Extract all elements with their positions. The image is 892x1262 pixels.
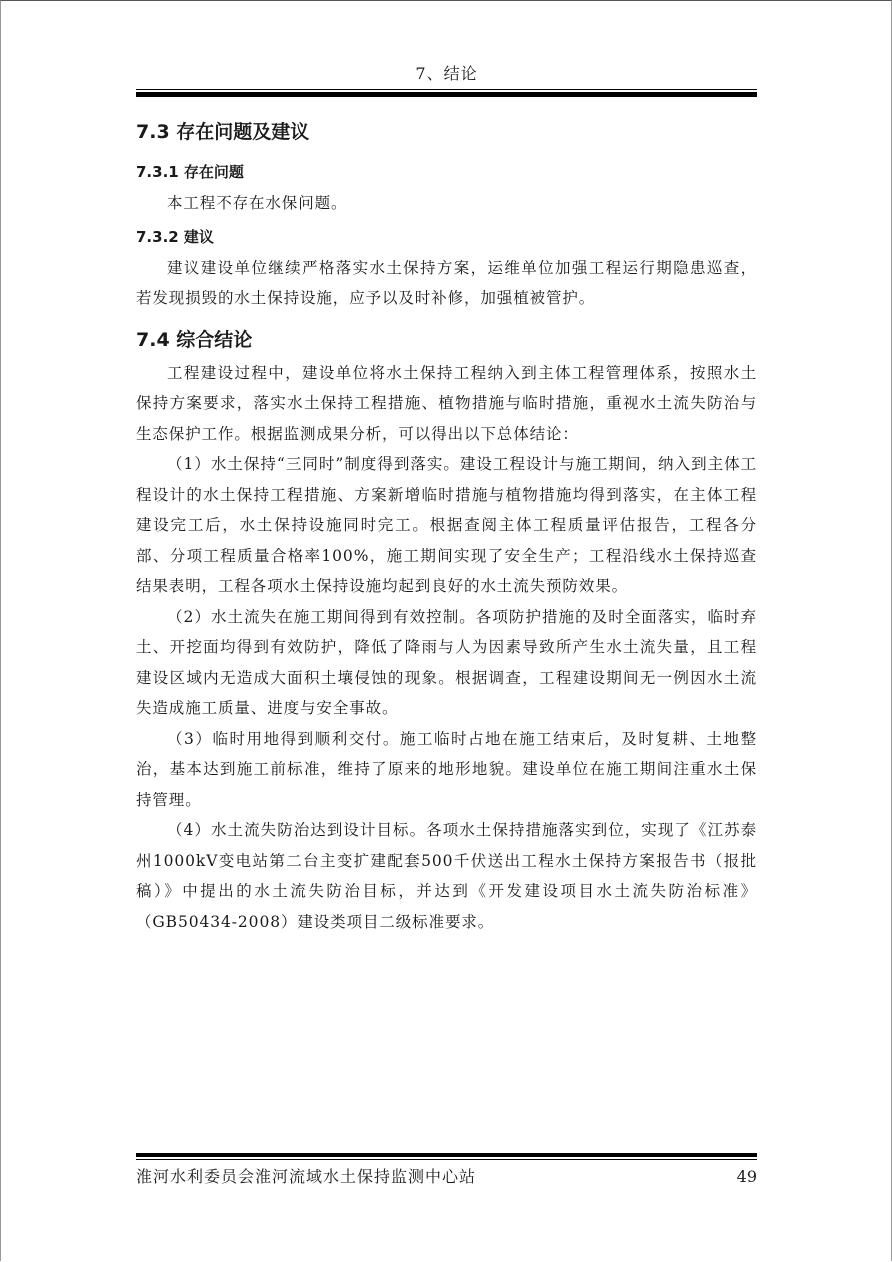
header-rule-thick	[136, 92, 757, 97]
subsection-heading-7-3-2: 7.3.2 建议	[136, 227, 214, 246]
page-body	[136, 114, 757, 937]
subsection-heading-7-3-1: 7.3.1 存在问题	[136, 163, 244, 181]
footer-rule-thin	[136, 1159, 757, 1160]
footer-organization: 淮河水利委员会淮河流域水土保持监测中心站	[136, 1167, 477, 1186]
paragraph-7-4-intro: 工程建设过程中，建设单位将水土保持工程纳入到主体工程管理体系，按照水土保持方案要求，落实水土保持工程措施、植物措施与临时措施，重视水土流失防治与生态保护工作。根据监测成果分析，可以得出以下总体结论：	[136, 363, 757, 443]
paragraph-7-3-2: 建议建设单位继续严格落实水土保持方案，运维单位加强工程运行期隐患巡查，若发现损毁的水土保持设施，应予以及时补修，加强植被管护。	[136, 258, 757, 307]
footer-rule-thick	[136, 1153, 757, 1157]
paragraph-conclusion-3: （3）临时用地得到顺利交付。施工临时占地在施工结束后，及时复耕、土地整治，基本达到施工前标准，维持了原来的地形地貌。建设单位在施工期间注重水土保持管理。	[136, 729, 757, 809]
paragraph-7-3-1: 本工程不存在水保问题。	[167, 194, 348, 212]
header-rule-thin	[136, 89, 757, 90]
paragraph-conclusion-2: （2）水土流失在施工期间得到有效控制。各项防护措施的及时全面落实，临时弃土、开挖面均得到有效防护，降低了降雨与人为因素导致所产生水土流失量，且工程建设区域内无造成大面积土壤侵蚀的现象。根据调查，工程建设期间无一例因水土流失造成施工质量、进度与安全事故。	[136, 607, 757, 717]
section-heading-7-3: 7.3 存在问题及建议	[136, 121, 310, 143]
page-number: 49	[736, 1167, 757, 1186]
section-heading-7-4: 7.4 综合结论	[136, 328, 253, 351]
paragraph-conclusion-4: （4）水土流失防治达到设计目标。各项水土保持措施落实到位，实现了《江苏泰州1000kV变电站第二台主变扩建配套500千伏送出工程水土保持方案报告书（报批稿）》中提出的水土流失防治目标，并达到《开发建设项目水土流失防治标准》（GB50434-2008）建设类项目二级标准要求。	[136, 821, 757, 931]
paragraph-conclusion-1: （1）水土保持“三同时”制度得到落实。建设工程设计与施工期间，纳入到主体工程设计的水土保持工程措施、方案新增临时措施与植物措施均得到落实，在主体工程建设完工后，水土保持设施同时完工。根据查阅主体工程质量评估报告，工程各分部、分项工程质量合格率100%，施工期间实现了安全生产；工程沿线水土保持巡查结果表明，工程各项水土保持设施均起到良好的水土流失预防效果。	[136, 455, 757, 595]
running-header: 7、结论	[415, 64, 478, 83]
